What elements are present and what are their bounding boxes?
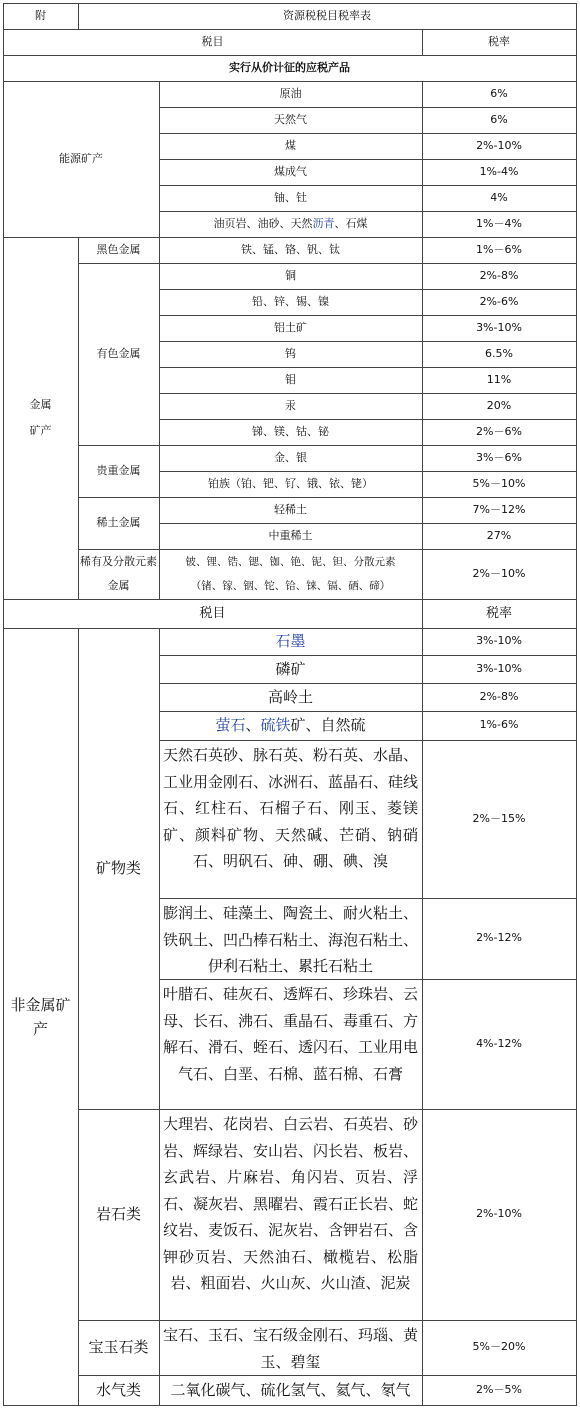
item-name: 天然石英砂、脉石英、粉石英、水晶、工业用金刚石、冰洲石、蓝晶石、硅线石、红柱石、石榴子石、刚玉、菱镁矿、颜料矿物、天然碱、芒硝、钠硝石、明矾石、砷、硼、碘、溴 bbox=[163, 746, 419, 870]
item-name-sep: 、 bbox=[245, 716, 261, 735]
subcategory-label: 宝玉石类 bbox=[88, 1338, 149, 1357]
graphite-link[interactable]: 石墨 bbox=[275, 632, 306, 651]
rate-value: 4%-12% bbox=[476, 1036, 522, 1050]
nonferrous-rate-6 bbox=[422, 393, 577, 420]
mineral-item-1 bbox=[159, 628, 423, 656]
item-name: 铜 bbox=[285, 268, 296, 282]
energy-rate-1 bbox=[422, 81, 577, 108]
energy-rate-5 bbox=[422, 185, 577, 212]
nonferrous-rate-4 bbox=[422, 341, 577, 368]
rate-value: 6.5% bbox=[485, 346, 513, 360]
bitumen-link[interactable]: 沥青 bbox=[312, 216, 335, 230]
mineral-rate-3 bbox=[422, 683, 577, 712]
item-name-part: 矿、自然硫 bbox=[290, 716, 366, 735]
appendix-label bbox=[3, 3, 79, 30]
item-name: 膨润土、硅藻土、陶瓷土、耐火粘土、铁矾土、凹凸棒石粘土、海泡石粘土、伊利石粘土、累托石粘土 bbox=[163, 904, 419, 975]
pyrite-link[interactable]: 硫铁 bbox=[260, 716, 291, 735]
subcategory-label: 黑色金属 bbox=[96, 242, 141, 256]
rate-value: 2%-6% bbox=[479, 294, 519, 308]
rare-earth-item-2 bbox=[159, 523, 423, 550]
precious-rate-1 bbox=[422, 445, 577, 472]
mineral-rate-6 bbox=[422, 898, 577, 980]
mineral-rate-4 bbox=[422, 711, 577, 741]
fluorite-link[interactable]: 萤石 bbox=[215, 716, 246, 735]
subcategory-label: 贵重金属 bbox=[96, 463, 141, 477]
mineral-rate-2 bbox=[422, 655, 577, 684]
nonferrous-item-7 bbox=[159, 419, 423, 446]
table-title bbox=[78, 3, 577, 30]
precious-item-2 bbox=[159, 471, 423, 498]
subcategory-label: 岩石类 bbox=[95, 1205, 141, 1224]
rate-value: 2%-10% bbox=[476, 138, 522, 152]
energy-item-2 bbox=[159, 107, 423, 134]
scattered-rate bbox=[422, 549, 577, 600]
subcategory-nonferrous bbox=[78, 263, 160, 446]
subcategory-label: 稀有及分散元素金属 bbox=[80, 555, 157, 592]
energy-item-1 bbox=[159, 81, 423, 108]
nonferrous-item-5 bbox=[159, 367, 423, 394]
category-metal-label: 金属矿产 bbox=[29, 398, 52, 437]
mineral-item-7 bbox=[159, 979, 423, 1110]
rate-value: 4% bbox=[490, 190, 508, 204]
energy-item-5 bbox=[159, 185, 423, 212]
subcategory-gems bbox=[78, 1320, 160, 1376]
subcategory-label: 矿物类 bbox=[95, 859, 141, 878]
item-name: 叶腊石、硅灰石、透辉石、珍珠岩、云母、长石、沸石、重晶石、毒重石、方解石、滑石、蛭石、透闪石、工业用电气石、白垩、石棉、蓝石棉、石膏 bbox=[163, 985, 419, 1083]
category-nonmetal bbox=[3, 628, 79, 1406]
header2-item-text: 税目 bbox=[199, 605, 226, 621]
item-name: 锑、镁、钴、铋 bbox=[252, 424, 329, 438]
subcategory-scattered bbox=[78, 549, 160, 600]
header2-rate bbox=[422, 599, 577, 629]
energy-rate-6 bbox=[422, 211, 577, 238]
rate-value: 2%-12% bbox=[476, 931, 522, 945]
category-metal bbox=[3, 237, 79, 600]
item-name-line2: （锗、镓、铟、铊、铪、铼、镉、硒、碲） bbox=[190, 580, 391, 592]
mineral-rate-1 bbox=[422, 628, 577, 656]
item-name: 轻稀土 bbox=[274, 502, 307, 516]
mineral-rate-7 bbox=[422, 979, 577, 1110]
rate-value: 3%-10% bbox=[476, 661, 522, 675]
nonferrous-item-4 bbox=[159, 341, 423, 368]
rate-value: 2%－6% bbox=[476, 424, 522, 438]
rate-value: 3%-10% bbox=[476, 320, 522, 334]
subcategory-precious bbox=[78, 445, 160, 498]
rate-value: 2%－15% bbox=[472, 811, 526, 825]
item-name: 高岭土 bbox=[267, 687, 313, 706]
subcategory-label: 水气类 bbox=[95, 1380, 141, 1399]
item-name: 煤 bbox=[285, 138, 296, 152]
ferrous-rate bbox=[422, 237, 577, 264]
nonferrous-item-6 bbox=[159, 393, 423, 420]
subcategory-ferrous bbox=[78, 237, 160, 264]
rate-value: 5%－20% bbox=[472, 1340, 526, 1354]
rate-value: 2%－5% bbox=[476, 1382, 522, 1396]
rare-earth-item-1 bbox=[159, 497, 423, 524]
section-ad-valorem-text: 实行从价计征的应税产品 bbox=[229, 60, 350, 74]
rate-value: 2%-8% bbox=[479, 268, 519, 282]
header-rate-text: 税率 bbox=[488, 34, 510, 48]
item-name: 天然气 bbox=[274, 112, 307, 126]
rate-value: 2%-8% bbox=[479, 689, 519, 703]
item-name: 钼 bbox=[285, 372, 296, 386]
rocks-item bbox=[159, 1109, 423, 1321]
subcategory-label: 稀土金属 bbox=[96, 515, 141, 529]
item-name: 汞 bbox=[285, 398, 296, 412]
nonferrous-rate-5 bbox=[422, 367, 577, 394]
rare-earth-rate-2 bbox=[422, 523, 577, 550]
item-name bbox=[215, 712, 365, 739]
subcategory-minerals bbox=[78, 628, 160, 1110]
subcategory-rare-earth bbox=[78, 497, 160, 550]
rate-value: 1%-6% bbox=[479, 718, 519, 732]
gas-item bbox=[159, 1375, 423, 1406]
ferrous-item bbox=[159, 237, 423, 264]
header-rate bbox=[422, 29, 577, 56]
gas-rate bbox=[422, 1375, 577, 1406]
header2-item bbox=[3, 599, 423, 629]
category-energy bbox=[3, 81, 160, 238]
item-name-part: 油页岩、油砂、天然 bbox=[213, 216, 313, 230]
nonferrous-rate-1 bbox=[422, 263, 577, 290]
rare-earth-rate-1 bbox=[422, 497, 577, 524]
table-title-text: 资源税税目税率表 bbox=[283, 8, 371, 22]
rate-value: 1%－4% bbox=[476, 216, 522, 230]
energy-item-3 bbox=[159, 133, 423, 160]
nonferrous-rate-7 bbox=[422, 419, 577, 446]
appendix-text: 附 bbox=[35, 8, 46, 22]
rate-value: 1%－6% bbox=[476, 242, 522, 256]
category-energy-label: 能源矿产 bbox=[59, 151, 103, 165]
item-name: 大理岩、花岗岩、白云岩、石英岩、砂岩、辉绿岩、安山岩、闪长岩、板岩、玄武岩、片麻岩、角闪岩、页岩、浮石、凝灰岩、黑曜岩、霞石正长岩、蛇纹岩、麦饭石、泥灰岩、含钾岩石、含钾砂页岩、天然油石、橄榄岩、松脂岩、粗面岩、火山灰、火山渣、泥炭 bbox=[163, 1115, 419, 1292]
nonferrous-rate-2 bbox=[422, 289, 577, 316]
energy-item-6 bbox=[159, 211, 423, 238]
precious-item-1 bbox=[159, 445, 423, 472]
rate-value: 7%－12% bbox=[472, 502, 526, 516]
item-name: 煤成气 bbox=[274, 164, 307, 178]
mineral-item-6 bbox=[159, 898, 423, 980]
item-name: 中重稀土 bbox=[268, 528, 313, 542]
gems-item bbox=[159, 1320, 423, 1376]
scattered-item bbox=[159, 549, 423, 600]
rate-value: 6% bbox=[490, 86, 508, 100]
item-name: 铝土矿 bbox=[274, 320, 307, 334]
nonferrous-item-2 bbox=[159, 289, 423, 316]
rate-value: 2%-10% bbox=[476, 1207, 522, 1221]
item-name: 宝石、玉石、宝石级金刚石、玛瑙、黄玉、碧玺 bbox=[163, 1326, 419, 1371]
nonferrous-item-1 bbox=[159, 263, 423, 290]
item-name-part: 、石煤 bbox=[334, 216, 368, 230]
nonferrous-rate-3 bbox=[422, 315, 577, 342]
item-name: 金、银 bbox=[274, 450, 307, 464]
item-name: 二氧化碳气、硫化氢气、氦气、氡气 bbox=[170, 1380, 411, 1399]
item-name: 原油 bbox=[279, 86, 302, 100]
subcategory-rocks bbox=[78, 1109, 160, 1321]
item-name: 铂族（铂、钯、钌、锇、铱、铑） bbox=[208, 476, 373, 490]
item-name-line1: 铍、锂、锆、锶、铷、铯、铌、钽、分散元素 bbox=[185, 556, 396, 568]
energy-rate-3 bbox=[422, 133, 577, 160]
category-nonmetal-label: 非金属矿产 bbox=[10, 995, 71, 1038]
energy-rate-4 bbox=[422, 159, 577, 186]
nonferrous-item-3 bbox=[159, 315, 423, 342]
rate-value: 1%-4% bbox=[479, 164, 519, 178]
mineral-item-3 bbox=[159, 683, 423, 712]
header-item bbox=[3, 29, 423, 56]
rate-value: 27% bbox=[486, 528, 512, 542]
item-name: 铀、钍 bbox=[274, 190, 307, 204]
subcategory-label: 有色金属 bbox=[96, 346, 141, 360]
rate-value: 11% bbox=[486, 372, 512, 386]
item-name: 钨 bbox=[285, 346, 296, 360]
mineral-item-2 bbox=[159, 655, 423, 684]
energy-item-4 bbox=[159, 159, 423, 186]
header-item-text: 税目 bbox=[201, 34, 224, 48]
mineral-item-5 bbox=[159, 740, 423, 899]
mineral-rate-5 bbox=[422, 740, 577, 899]
energy-rate-2 bbox=[422, 107, 577, 134]
rocks-rate bbox=[422, 1109, 577, 1321]
subcategory-gas bbox=[78, 1375, 160, 1406]
item-name: 铅、锌、锡、镍 bbox=[252, 294, 329, 308]
item-name: 磷矿 bbox=[275, 659, 306, 678]
rate-value: 2%－10% bbox=[472, 566, 526, 580]
item-name: 铁、锰、铬、钒、钛 bbox=[241, 242, 340, 256]
header2-rate-text: 税率 bbox=[485, 605, 512, 621]
rate-value: 6% bbox=[490, 112, 508, 126]
rate-value: 20% bbox=[486, 398, 512, 412]
rate-value: 3%-10% bbox=[476, 634, 522, 648]
rate-value: 5%－10% bbox=[472, 476, 526, 490]
item-name bbox=[214, 217, 368, 232]
section-ad-valorem bbox=[3, 55, 577, 82]
precious-rate-2 bbox=[422, 471, 577, 498]
gems-rate bbox=[422, 1320, 577, 1376]
rate-value: 3%－6% bbox=[476, 450, 522, 464]
mineral-item-4 bbox=[159, 711, 423, 741]
